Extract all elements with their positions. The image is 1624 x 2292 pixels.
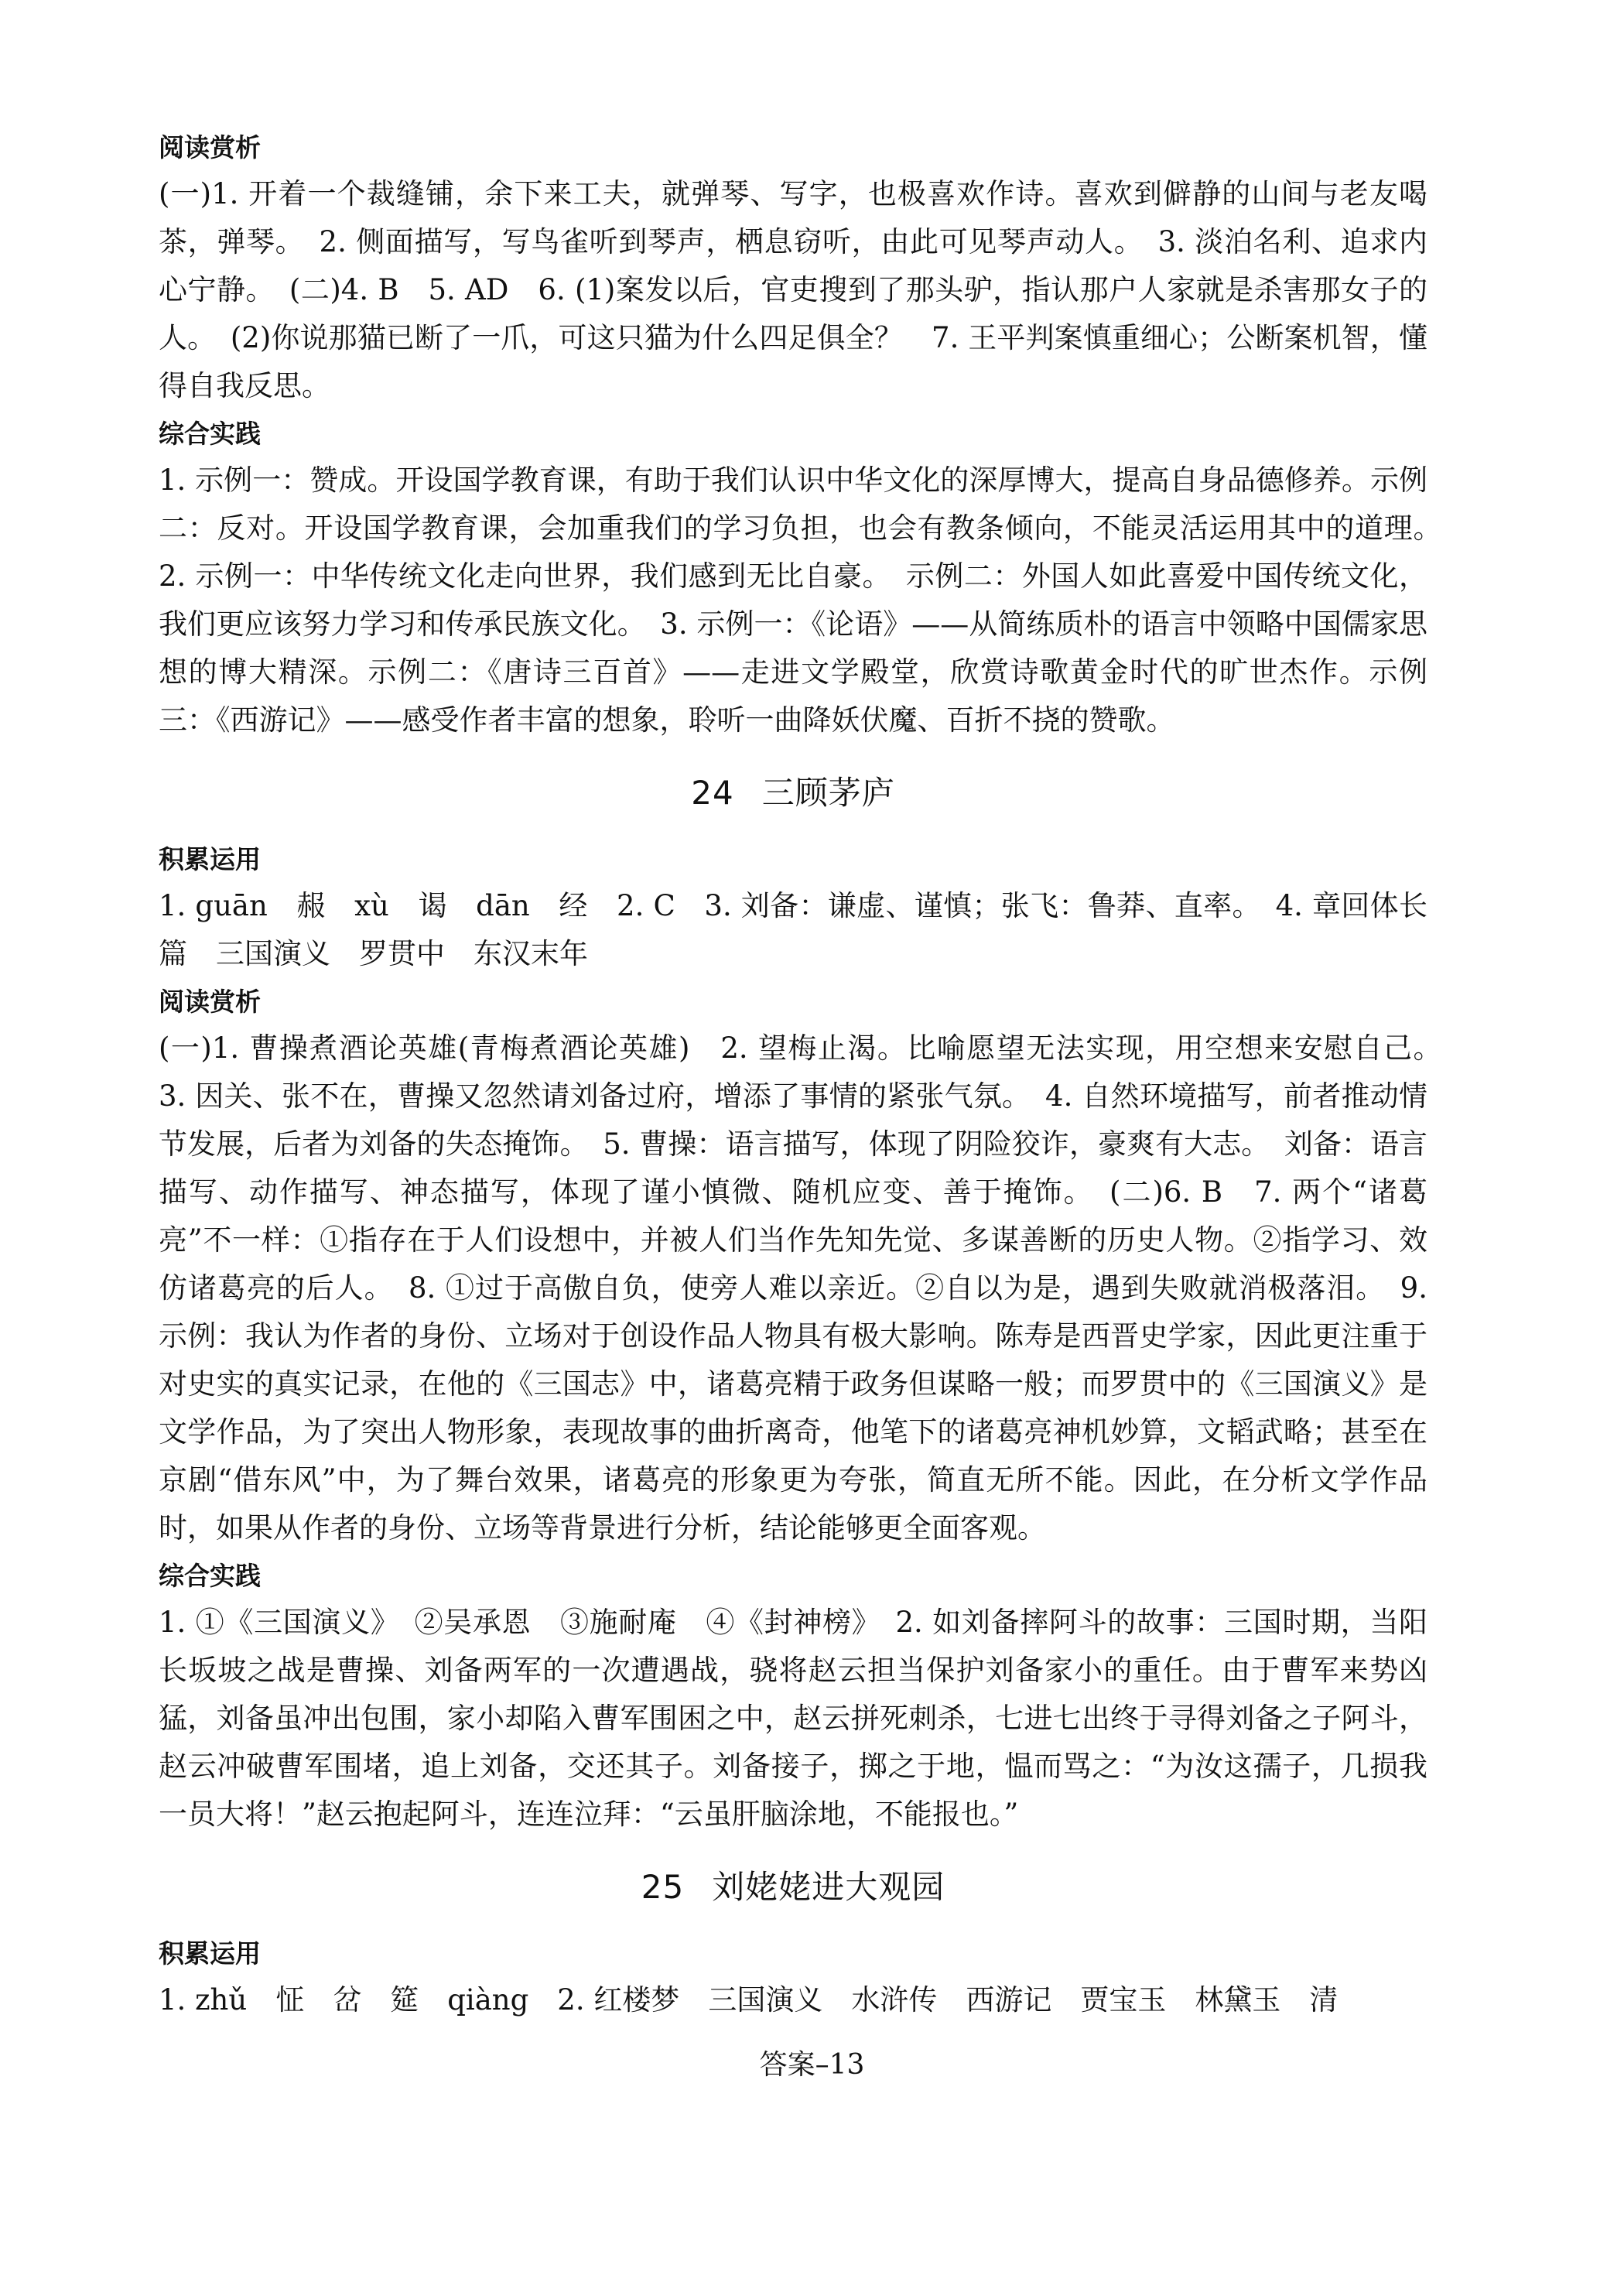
- answer-paragraph: 1. guān 赧 xù 谒 dān 经 2. C 3. 刘备：谦虚、谨慎；张飞：鲁莽、直率。 4. 章回体长篇 三国演义 罗贯中 东汉末年: [159, 889, 1427, 970]
- page-footer: 答案–13: [759, 2049, 865, 2081]
- answer-paragraph: (一)1. 曹操煮酒论英雄(青梅煮酒论英雄) 2. 望梅止渴。比喻愿望无法实现，用空想来安慰自己。 3. 因关、张不在，曹操又忽然请刘备过府，增添了事情的紧张气氛。 4. 自然环境描写，前者推动情节发展，后者为刘备的失态掩饰。 5. 曹操：语言描写，体现了阴险狡诈，豪爽有大志。 刘备：语言描写、动作描写、神态描写，体现了谨小慎微、随机应变、善于掩饰。 (二)6. B 7. 两个“诸葛亮”不一样：①指存在于人们设想中，并被人们当作先知先觉、多谋善断的历史人物。②指学习、效仿诸葛亮的后人。 8. ①过于高傲自负，使旁人难以亲近。②自以为是，遇到失败就消极落泪。 9. 示例：我认为作者的身份、立场对于创设作品人物具有极大影响。陈寿是西晋史学家，因此更注重于对史实的真实记录，在他的《三国志》中，诸葛亮精于政务但谋略一般；而罗贯中的《三国演义》是文学作品，为了突出人物形象，表现故事的曲折离奇，他笔下的诸葛亮神机妙算，文韬武略；甚至在京剧“借东风”中，为了舞台效果，诸葛亮的形象更为夸张，简直无所不能。因此，在分析文学作品时，如果从作者的身份、立场等背景进行分析，结论能够更全面客观。: [159, 1031, 1456, 1545]
- lesson-title-24: [159, 766, 1427, 820]
- lesson-name: 刘姥姥进大观园: [712, 1868, 945, 1906]
- section-heading: 积累运用: [159, 1938, 261, 1969]
- lesson-number: 24: [691, 774, 734, 812]
- answer-paragraph: 1. ①《三国演义》 ②吴承恩 ③施耐庵 ④《封神榜》 2. 如刘备摔阿斗的故事：三国时期，当阳长坂坡之战是曹操、刘备两军的一次遭遇战，骁将赵云担当保护刘备家小的重任。由于曹军来势凶猛，刘备虽冲出包围，家小却陷入曹军围困之中，赵云拼死刺杀，七进七出终于寻得刘备之子阿斗，赵云冲破曹军围堵，追上刘备，交还其子。刘备接子，掷之于地，愠而骂之：“为汝这孺子，几损我一员大将！”赵云抱起阿斗，连连泣拜：“云虽肝脑涂地，不能报也。”: [159, 1606, 1427, 1831]
- section-heading: 综合实践: [159, 1561, 261, 1591]
- lesson-number: 25: [641, 1868, 685, 1906]
- answer-paragraph: 1. zhǔ 怔 岔 筵 qiàng 2. 红楼梦 三国演义 水浒传 西游记 贾宝玉 林黛玉 清: [159, 1983, 1339, 2017]
- answer-paragraph: (一)1. 开着一个裁缝铺，余下来工夫，就弹琴、写字，也极喜欢作诗。喜欢到僻静的山间与老友喝茶，弹琴。 2. 侧面描写，写鸟雀听到琴声，栖息窃听，由此可见琴声动人。 3. 淡泊名利、追求内心宁静。 (二)4. B 5. AD 6. (1)案发以后，官吏搜到了那头驴，指认那户人家就是杀害那女子的人。 (2)你说那猫已断了一爪，可这只猫为什么四足俱全？ 7. 王平判案慎重细心；公断案机智，懂得自我反思。: [159, 177, 1427, 402]
- answer-page: [159, 124, 1456, 2024]
- lesson-name: 三顾茅庐: [761, 774, 895, 812]
- section-heading: 阅读赏析: [159, 987, 261, 1017]
- lesson-title-25: [159, 1860, 1427, 1914]
- section-heading: 阅读赏析: [159, 132, 261, 162]
- answer-paragraph: 1. 示例一：赞成。开设国学教育课，有助于我们认识中华文化的深厚博大，提高自身品德修养。示例二：反对。开设国学教育课，会加重我们的学习负担，也会有教条倾向，不能灵活运用其中的道理。 2. 示例一：中华传统文化走向世界，我们感到无比自豪。 示例二：外国人如此喜爱中国传统文化，我们更应该努力学习和传承民族文化。 3. 示例一：《论语》——从简练质朴的语言中领略中国儒家思想的博大精深。示例二：《唐诗三百首》——走进文学殿堂，欣赏诗歌黄金时代的旷世杰作。示例三：《西游记》——感受作者丰富的想象，聆听一曲降妖伏魔、百折不挠的赞歌。: [159, 464, 1456, 737]
- section-heading: 综合实践: [159, 419, 261, 449]
- section-heading: 积累运用: [159, 844, 261, 874]
